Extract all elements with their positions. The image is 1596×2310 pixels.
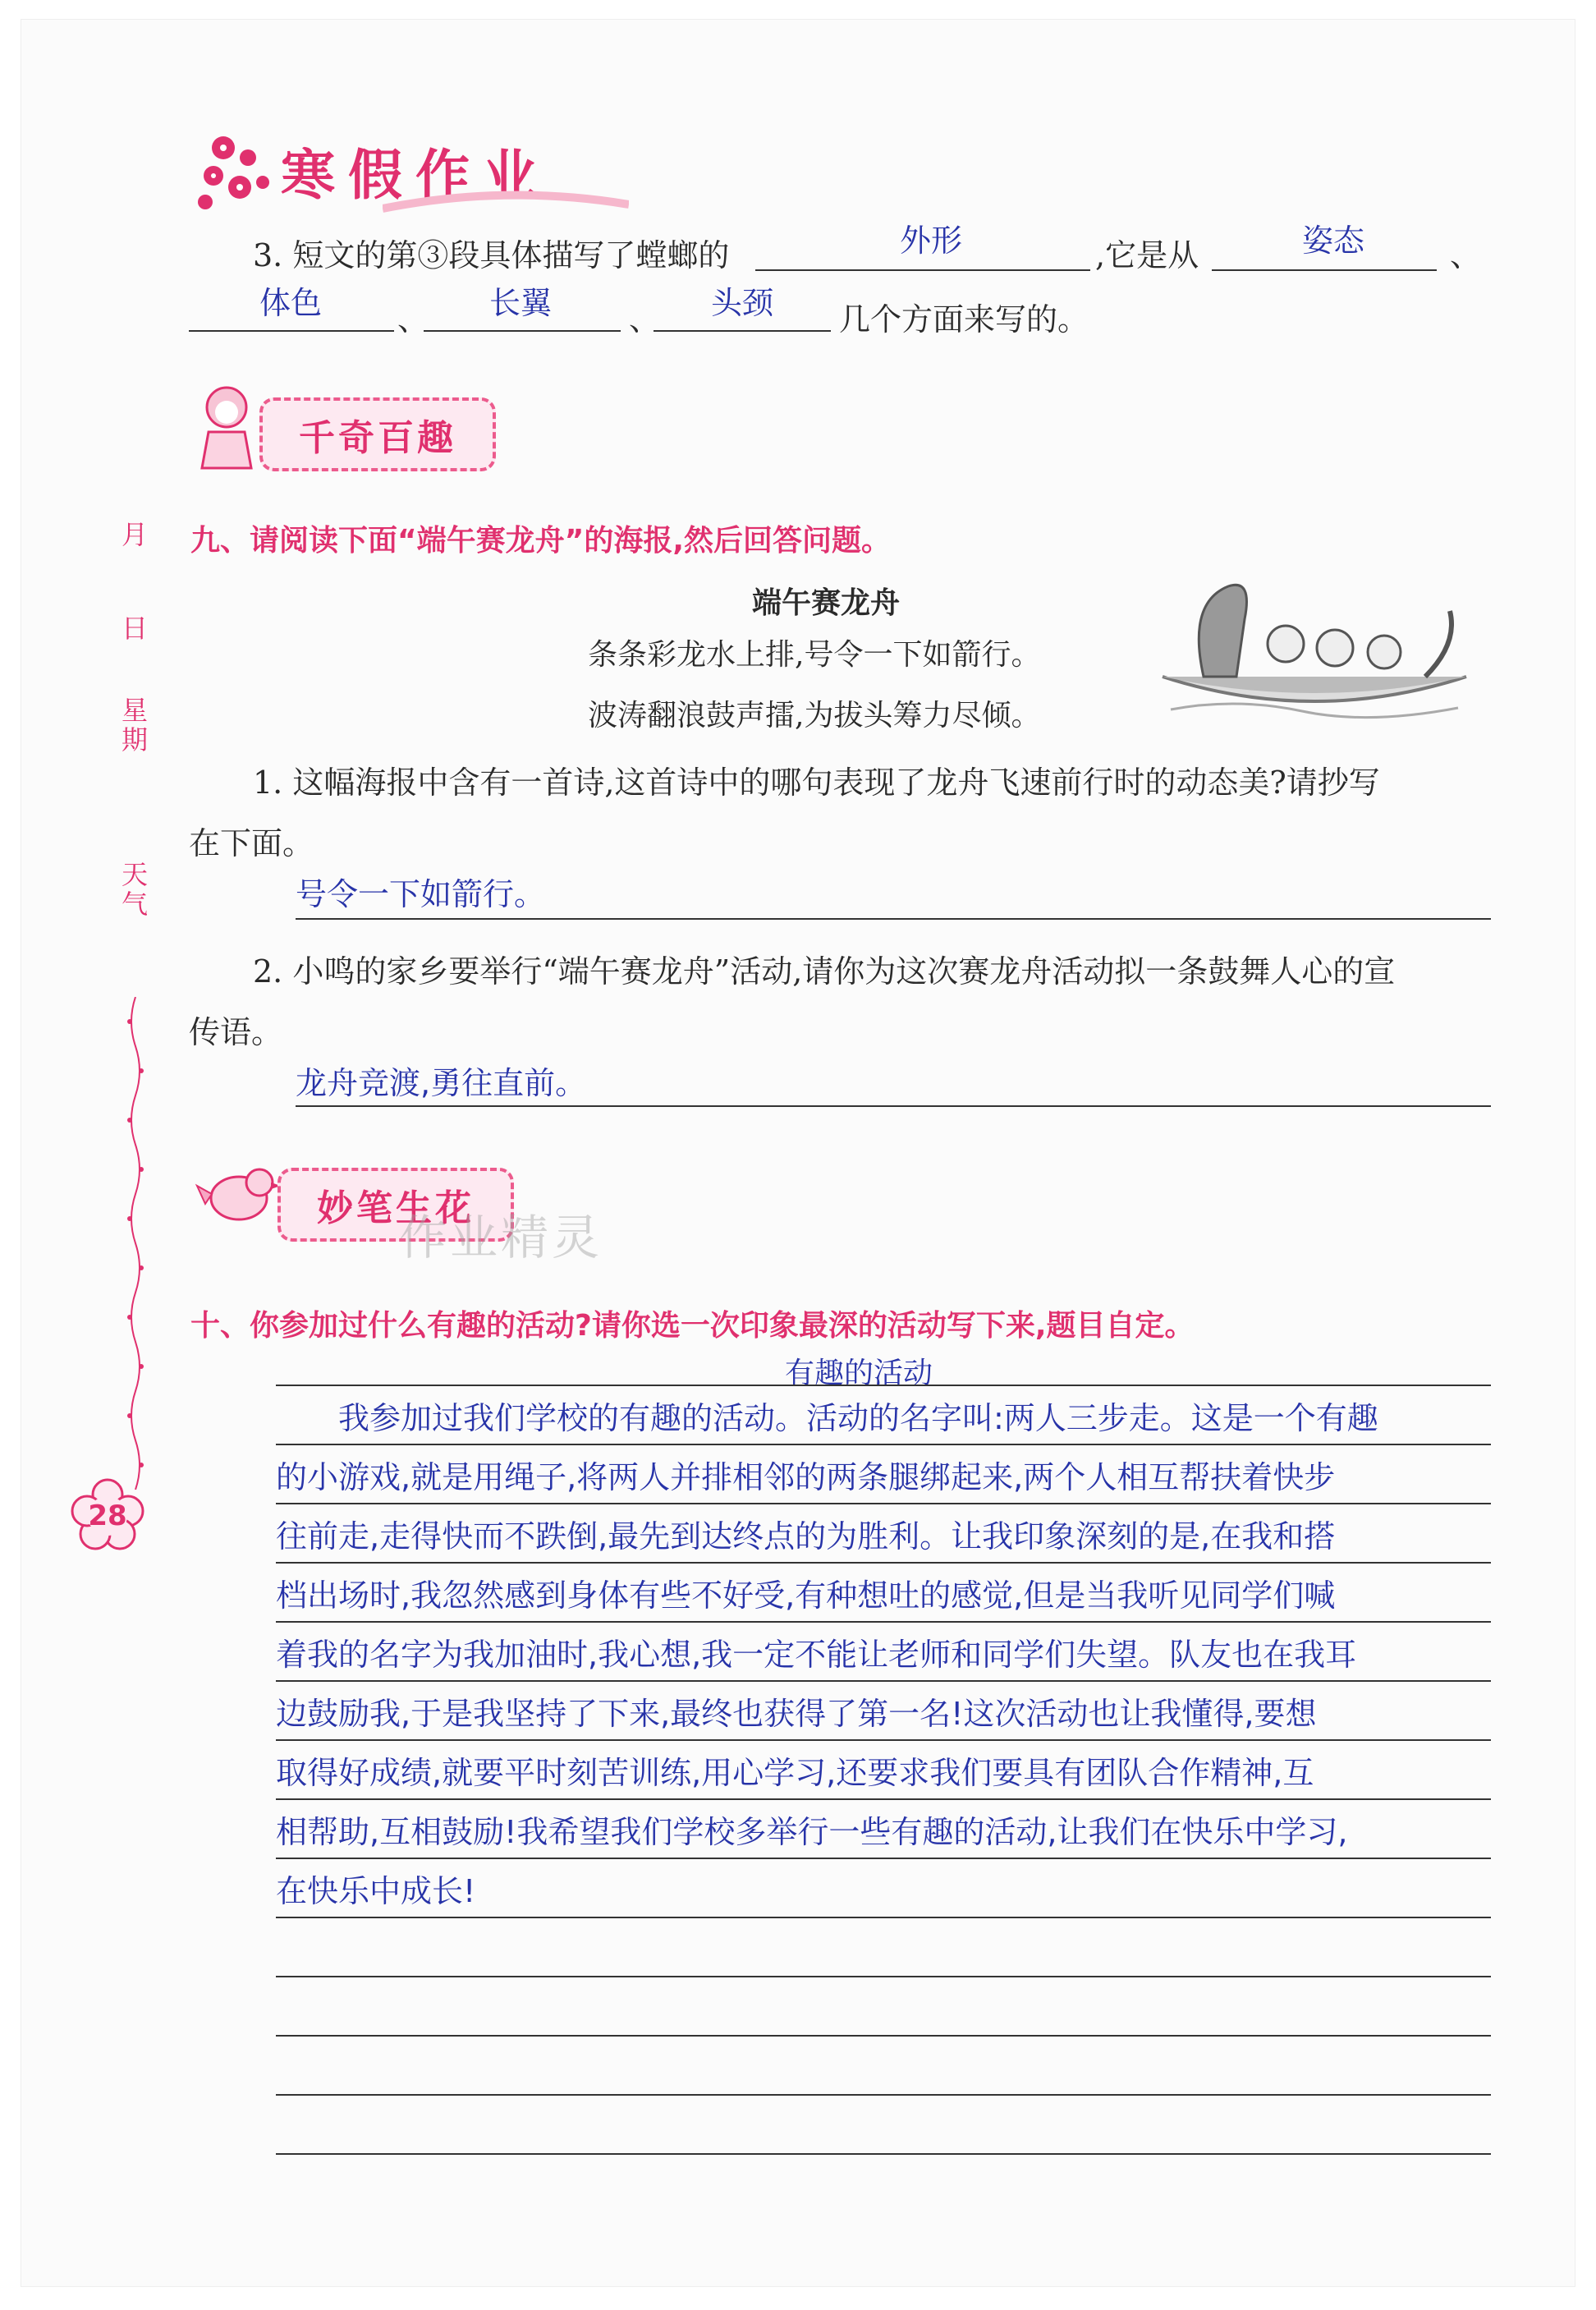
worksheet-title: 寒假作业 xyxy=(281,144,550,207)
q3-answer-3: 体色 xyxy=(259,285,323,321)
essay-line: 往前走,走得快而不跌倒,最先到达终点的为胜利。让我印象深刻的是,在我和搭 xyxy=(276,1518,1336,1555)
title-swoosh xyxy=(383,184,629,217)
essay-ruled-line xyxy=(276,1798,1491,1800)
q9-heading: 九、请阅读下面“端午赛龙舟”的海报,然后回答问题。 xyxy=(190,524,891,558)
essay-line: 取得好成绩,就要平时刻苦训练,用心学习,还要求我们要具有团队合作精神,互 xyxy=(276,1755,1314,1791)
essay-ruled-line xyxy=(276,2035,1491,2037)
q3-sep-1: 、 xyxy=(397,301,429,338)
dragon-boat-illustration xyxy=(1154,553,1474,726)
q9-sub2-line-2: 传语。 xyxy=(189,1014,283,1050)
q9-sub1-answer-line[interactable] xyxy=(296,918,1491,920)
q9-sub2-answer-line[interactable] xyxy=(296,1105,1491,1107)
bird-icon xyxy=(194,1153,284,1235)
q9-sub2-line-1: 2. 小鸣的家乡要举行“端午赛龙舟”活动,请你为这次赛龙舟活动拟一条鼓舞人心的宣 xyxy=(253,953,1396,990)
q10-heading: 十、你参加过什么有趣的活动?请你选一次印象最深的活动写下来,题目自定。 xyxy=(190,1309,1195,1343)
q3-blank-2[interactable] xyxy=(1212,269,1437,271)
q9-sub1-line-1: 1. 这幅海报中含有一首诗,这首诗中的哪句表现了龙舟飞速前行时的动态美?请抄写 xyxy=(253,765,1380,801)
q3-answer-4: 长翼 xyxy=(489,285,553,321)
q9-sub1-line-2: 在下面。 xyxy=(189,825,314,861)
essay-ruled-line xyxy=(276,1739,1491,1741)
essay-line: 边鼓励我,于是我坚持了下来,最终也获得了第一名!这次活动也让我懂得,要想 xyxy=(276,1696,1317,1732)
q3-text-2: ,它是从 xyxy=(1095,237,1199,273)
essay-ruled-line xyxy=(276,1976,1491,1977)
q3-line-1: 3. 短文的第③段具体描写了螳螂的 xyxy=(253,237,730,273)
vine-decoration xyxy=(123,997,148,1490)
essay-ruled-line xyxy=(276,1562,1491,1564)
poem-line-1: 条条彩龙水上排,号令一下如箭行。 xyxy=(588,638,1041,672)
essay-line: 相帮助,互相鼓励!我希望我们学校多举行一些有趣的活动,让我们在快乐中学习, xyxy=(276,1814,1348,1850)
sidebar-weather-2: 气 xyxy=(121,889,148,920)
q3-answer-2: 姿态 xyxy=(1302,223,1365,259)
header-flower-icon xyxy=(190,125,281,215)
page-number: 28 xyxy=(88,1499,127,1532)
essay-line: 在快乐中成长! xyxy=(276,1873,476,1909)
section-tag-miaobi: 妙笔生花 xyxy=(277,1168,514,1242)
q3-blank-3[interactable] xyxy=(189,330,394,332)
essay-ruled-line xyxy=(276,1503,1491,1504)
q9-sub1-answer: 号令一下如箭行。 xyxy=(296,876,546,912)
q9-sub2-answer: 龙舟竞渡,勇往直前。 xyxy=(296,1065,587,1101)
q3-blank-1[interactable] xyxy=(755,269,1090,271)
sidebar-month: 月 xyxy=(121,519,148,550)
worksheet-page xyxy=(21,20,1575,2286)
poster-title: 端午赛龙舟 xyxy=(752,586,901,620)
watermark: 作业精灵 xyxy=(399,1210,603,1265)
q3-text-3: 、 xyxy=(1450,237,1482,273)
essay-ruled-line xyxy=(276,1621,1491,1623)
essay-line: 的小游戏,就是用绳子,将两人并排相邻的两条腿绑起来,两个人相互帮扶着快步 xyxy=(276,1459,1336,1495)
sidebar-weekday-1: 星 xyxy=(121,695,148,726)
girl-icon xyxy=(194,383,259,473)
essay-ruled-line xyxy=(276,1680,1491,1682)
essay-ruled-line xyxy=(276,1858,1491,1859)
section-tag-qianqi: 千奇百趣 xyxy=(259,397,496,471)
q3-text-4: 几个方面来写的。 xyxy=(839,301,1089,338)
q3-blank-5[interactable] xyxy=(654,330,831,332)
essay-ruled-line xyxy=(276,1444,1491,1445)
sidebar-weekday-2: 期 xyxy=(121,724,148,755)
essay-ruled-line xyxy=(276,2153,1491,2155)
poem-line-2: 波涛翻浪鼓声擂,为拔头筹力尽倾。 xyxy=(588,699,1041,732)
sidebar-day: 日 xyxy=(121,613,148,644)
essay-ruled-line xyxy=(276,1917,1491,1918)
essay-ruled-line xyxy=(276,1385,1491,1386)
essay-line: 档出场时,我忽然感到身体有些不好受,有种想吐的感觉,但是当我听见同学们喊 xyxy=(276,1578,1336,1614)
q3-sep-2: 、 xyxy=(629,301,661,338)
sidebar-weather-1: 天 xyxy=(121,859,148,890)
q3-answer-5: 头颈 xyxy=(711,285,774,321)
essay-line: 我参加过我们学校的有趣的活动。活动的名字叫:两人三步走。这是一个有趣 xyxy=(276,1400,1378,1436)
essay-ruled-line xyxy=(276,2094,1491,2096)
q3-answer-1: 外形 xyxy=(900,223,963,259)
essay-title: 有趣的活动 xyxy=(785,1357,933,1390)
page-number-badge xyxy=(71,1478,144,1552)
essay-line: 着我的名字为我加油时,我心想,我一定不能让老师和同学们失望。队友也在我耳 xyxy=(276,1637,1357,1673)
q3-blank-4[interactable] xyxy=(424,330,621,332)
